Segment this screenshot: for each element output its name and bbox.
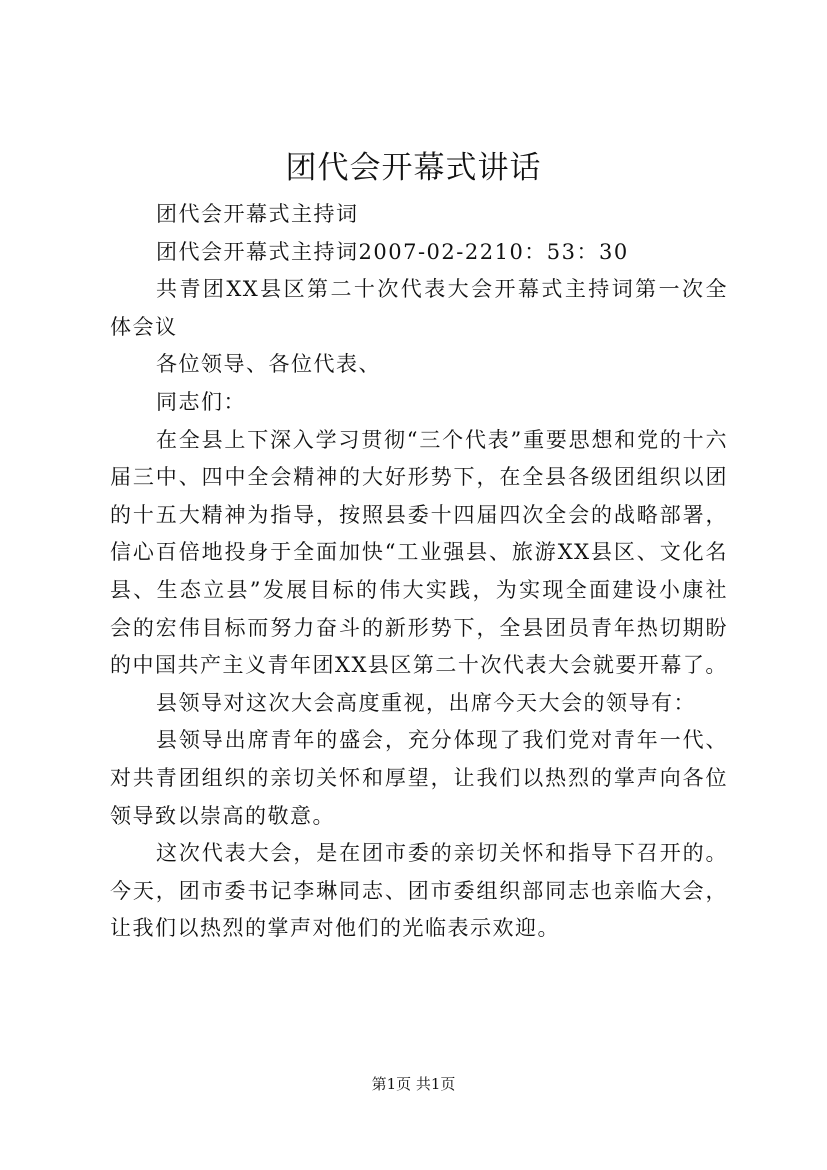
paragraph-salutation-comrades: 同志们： xyxy=(156,389,246,414)
page-footer xyxy=(0,1073,827,1095)
document-title: 团代会开幕式讲话 xyxy=(285,150,542,186)
paragraph-body-3: 县领导出席青年的盛会，充分体现了我们党对青年一代、对共青团组织的亲切关怀和厚望，让我们以热烈的掌声向各位领导致以崇高的敬意。 xyxy=(110,728,728,828)
paragraph-body-1: 在全县上下深入学习贯彻“三个代表”重要思想和党的十六届三中、四中全会精神的大好形势下，在全县各级团组织以团的十五大精神为指导，按照县委十四届四次全会的战略部署，信心百倍地投身于全面加快“工业强县、旅游XX县区、文化名县、生态立县”发展目标的伟大实践，为实现全面建设小康社会的宏伟目标而努力奋斗的新形势下，全县团员青年热切期盼的中国共产主义青年团XX县区第二十次代表大会就要开幕了。 xyxy=(110,427,728,678)
paragraph-dateline: 团代会开幕式主持词2007-02-2210：53：30 xyxy=(156,239,629,264)
paragraph-body-2: 县领导对这次大会高度重视，出席今天大会的领导有： xyxy=(156,690,696,715)
paragraph-meeting-title: 共青团XX县区第二十次代表大会开幕式主持词第一次全体会议 xyxy=(110,277,728,339)
page-number-label: 第1页 共1页 xyxy=(371,1075,456,1093)
paragraph-body-4: 这次代表大会，是在团市委的亲切关怀和指导下召开的。今天，团市委书记李琳同志、团市委组织部同志也亲临大会，让我们以热烈的掌声对他们的光临表示欢迎。 xyxy=(110,841,728,941)
paragraph-salutation: 各位领导、各位代表、 xyxy=(156,352,381,377)
paragraph-subtitle: 团代会开幕式主持词 xyxy=(156,202,359,226)
document-body xyxy=(110,196,728,948)
